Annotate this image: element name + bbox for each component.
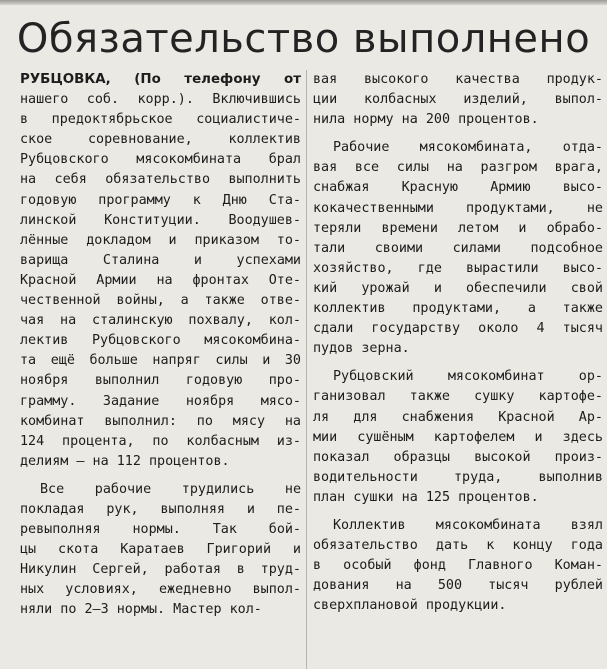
text-line: годовую программу к Дню Ста-	[20, 192, 301, 208]
text-line: ля для снабжения Красной Ар-	[313, 409, 603, 425]
text-line: теряли времени летом и обрабо-	[313, 220, 603, 236]
text-line: сверхплановой продукции.	[313, 598, 507, 614]
text-line: мии сушёным картофелем и здесь	[313, 429, 603, 445]
text-line: РУБЦОВКА, (По телефону от	[20, 72, 301, 87]
text-line: в особый фонд Главного Коман-	[313, 558, 603, 574]
text-line: ции колбасных изделий, выпол-	[313, 92, 603, 108]
text-line: водительности труда, выполнив	[313, 469, 603, 485]
text-line: чая на сталинскую похвалу, кол-	[20, 313, 301, 329]
text-line: ноября выполнил годовую про-	[20, 373, 301, 389]
text-line: ганизовал также сушку картофе-	[313, 389, 603, 405]
text-line: кокачественными продуктами, не	[313, 200, 603, 216]
column-divider	[306, 70, 307, 669]
paragraph-gap	[313, 359, 603, 367]
text-line: чественной войны, а также отве-	[20, 293, 301, 309]
text-line: нашего соб. корр.). Включившись	[20, 92, 301, 108]
text-line: Рубцовского мясокомбината брал	[20, 152, 301, 168]
text-line: та ещё больше напряг силы и 30	[20, 353, 301, 369]
text-line: няли по 2—3 нормы. Мастер кол-	[20, 602, 262, 618]
text-line: показал образцы высокой произ-	[313, 449, 603, 465]
article-title: Обязательство выполнено	[16, 16, 591, 62]
text-line: кий урожай и обеспечили свой	[313, 280, 603, 296]
paragraph-gap	[313, 130, 603, 138]
text-line: пудов зерна.	[313, 341, 410, 357]
text-line: цы скота Каратаев Григорий и	[20, 542, 301, 558]
text-line: нила норму на 200 процентов.	[313, 112, 539, 128]
text-line: 124 процента, по колбасным из-	[20, 433, 301, 449]
text-line: план сушки на 125 процентов.	[313, 489, 539, 505]
text-line: Красной Армии на фронтах Оте-	[20, 272, 301, 288]
text-line: снабжая Красную Армию высо-	[313, 180, 603, 196]
text-line: линской Конституции. Воодушев-	[20, 212, 301, 228]
text-line: грамму. Задание ноября мясо-	[20, 393, 301, 409]
paragraph-gap	[20, 472, 301, 480]
top-rule	[0, 0, 607, 5]
paragraph-gap	[313, 508, 603, 516]
text-line: варища Сталина и успехами	[20, 252, 301, 268]
text-line: тали своими силами подсобное	[313, 240, 603, 256]
text-line: дования на 500 тысяч рублей	[313, 578, 603, 594]
text-line: вая все силы на разгром врага,	[313, 160, 603, 176]
text-line: на себя обязательство выполнить	[20, 172, 301, 188]
text-line: делиям — на 112 процентов.	[20, 453, 230, 469]
text-line: Рубцовский мясокомбинат ор-	[333, 369, 603, 385]
text-line: Все рабочие трудились не	[40, 481, 301, 497]
text-line: хозяйство, где вырастили высо-	[313, 260, 603, 276]
text-line: Коллектив мясокомбината взял	[333, 517, 603, 533]
text-line: коллектив продуктами, а также	[313, 301, 603, 317]
text-line: покладая рук, выполняя и пе-	[20, 501, 301, 517]
text-line: ревыполняя нормы. Так бой-	[20, 522, 301, 538]
text-line: комбинат выполнил: по мясу на	[20, 413, 301, 429]
text-line: Никулин Сергей, работая в труд-	[20, 562, 301, 578]
text-line: вая высокого качества продук-	[313, 72, 603, 87]
text-line: лённые докладом и приказом то-	[20, 232, 301, 248]
text-line: сдали государству около 4 тысяч	[313, 321, 603, 337]
text-line: в предоктябрьское социалистиче-	[20, 112, 301, 128]
text-line: Рабочие мясокомбината, отда-	[333, 140, 603, 156]
article-column-left	[20, 70, 301, 669]
text-line: лектив Рубцовского мясокомбина-	[20, 333, 301, 349]
article-column-right	[313, 70, 603, 669]
text-line: ское соревнование, коллектив	[20, 132, 301, 148]
text-line: обязательство дать к концу года	[313, 538, 603, 554]
text-line: ных условиях, ежедневно выпол-	[20, 582, 301, 598]
